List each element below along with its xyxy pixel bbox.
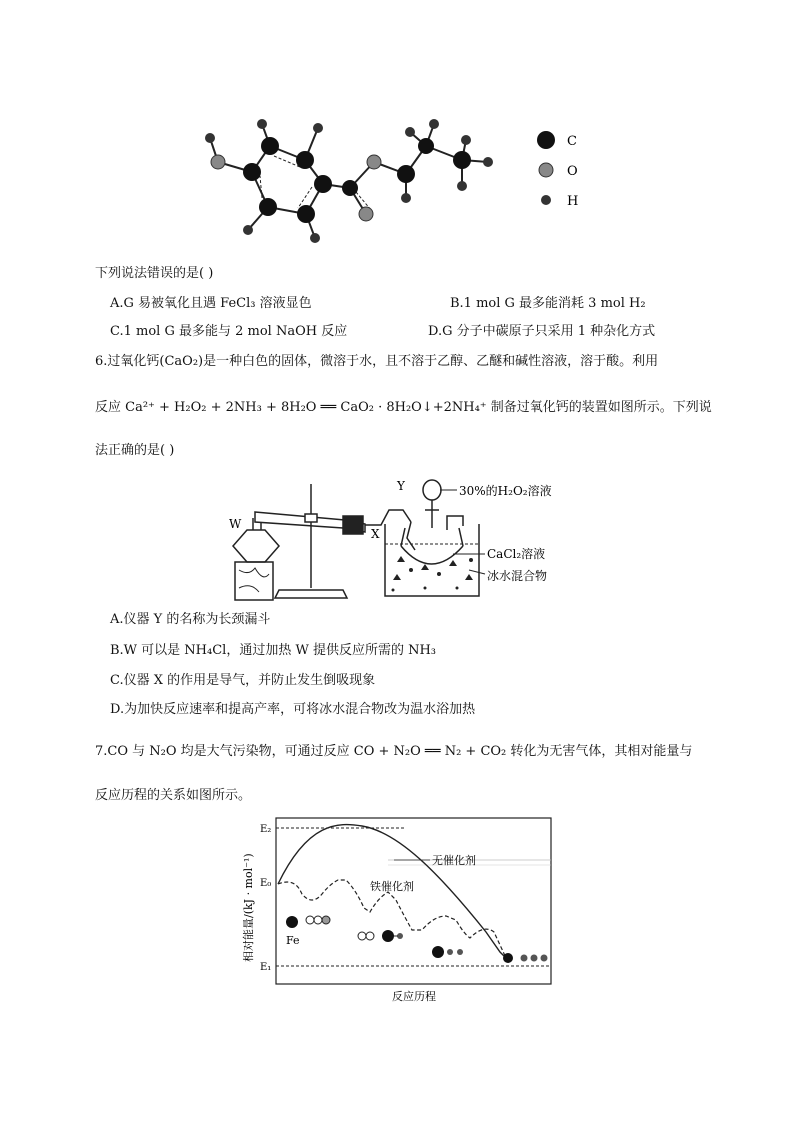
label-ice: 冰水混合物 — [487, 569, 548, 583]
fe-co-molecule-icon — [432, 946, 463, 958]
series-label-iron: 铁催化剂 — [370, 880, 414, 893]
q7-line1: 7.CO 与 N₂O 均是大气污染物，可通过反应 CO + N₂O ══ N₂ + CO₂ 转化为无害气体，其相对能量与 — [95, 744, 693, 759]
q5-option-d: D.G 分子中碳原子只采用 1 种杂化方式 — [428, 324, 656, 339]
legend-label-o: O — [567, 164, 578, 179]
molecule-figure — [190, 110, 610, 250]
q7-line2: 反应历程的关系如图所示。 — [95, 788, 252, 803]
n2o-molecule-icon — [306, 916, 330, 924]
label-h2o2: 30%的H₂O₂溶液 — [459, 484, 552, 498]
fe-label: Fe — [286, 934, 300, 947]
q6-line1: 6.过氧化钙(CaO₂)是一种白色的固体，微溶于水，且不溶于乙醇、乙醚和碱性溶液，溶于酸。利用 — [95, 354, 659, 369]
q6-option-a: A.仪器 Y 的名称为长颈漏斗 — [110, 612, 271, 627]
y-tick-e2: E₂ — [260, 824, 272, 835]
q6-option-c: C.仪器 X 的作用是导气，并防止发生倒吸现象 — [110, 673, 376, 688]
q5-option-a: A.G 易被氧化且遇 FeCl₃ 溶液显色 — [110, 296, 312, 311]
fe-co2-molecule-icon — [503, 953, 548, 963]
q6-option-d: D.为加快反应速率和提高产率，可将冰水混合物改为温水浴加热 — [110, 702, 476, 717]
apparatus-figure — [225, 470, 570, 605]
q5-option-c: C.1 mol G 最多能与 2 mol NaOH 反应 — [110, 324, 348, 339]
oxygen-atom-icon — [539, 163, 553, 177]
y-tick-e1: E₁ — [260, 962, 272, 973]
series-label-uncatalyzed: 无催化剂 — [432, 854, 476, 867]
fe-atom-icon — [286, 916, 298, 928]
carbon-atom-icon — [537, 131, 555, 149]
feo-n2-molecule-icon — [358, 930, 403, 942]
q6-line2: 反应 Ca²⁺ + H₂O₂ + 2NH₃ + 8H₂O ══ CaO₂ · 8H₂O↓+2NH₄⁺ 制备过氧化钙的装置如图所示。下列说 — [95, 400, 712, 415]
energy-chart — [238, 812, 563, 1007]
label-w: W — [229, 517, 242, 531]
label-y: Y — [397, 479, 405, 493]
label-x: X — [371, 527, 380, 541]
q6-option-b: B.W 可以是 NH₄Cl，通过加热 W 提供反应所需的 NH₃ — [110, 643, 437, 658]
legend-label-h: H — [567, 194, 579, 209]
x-axis-label: 反应历程 — [392, 990, 436, 1003]
q5-option-b: B.1 mol G 最多能消耗 3 mol H₂ — [450, 296, 646, 311]
y-axis-label: 相对能量/(kJ · mol⁻¹) — [242, 853, 255, 962]
q6-line3: 法正确的是( ) — [95, 443, 175, 458]
label-cacl2: CaCl₂溶液 — [487, 547, 546, 561]
hydrogen-atom-icon — [541, 195, 551, 205]
q5-stem: 下列说法错误的是( ) — [95, 266, 214, 281]
legend-label-c: C — [567, 134, 577, 149]
y-tick-e0: E₀ — [260, 878, 272, 889]
